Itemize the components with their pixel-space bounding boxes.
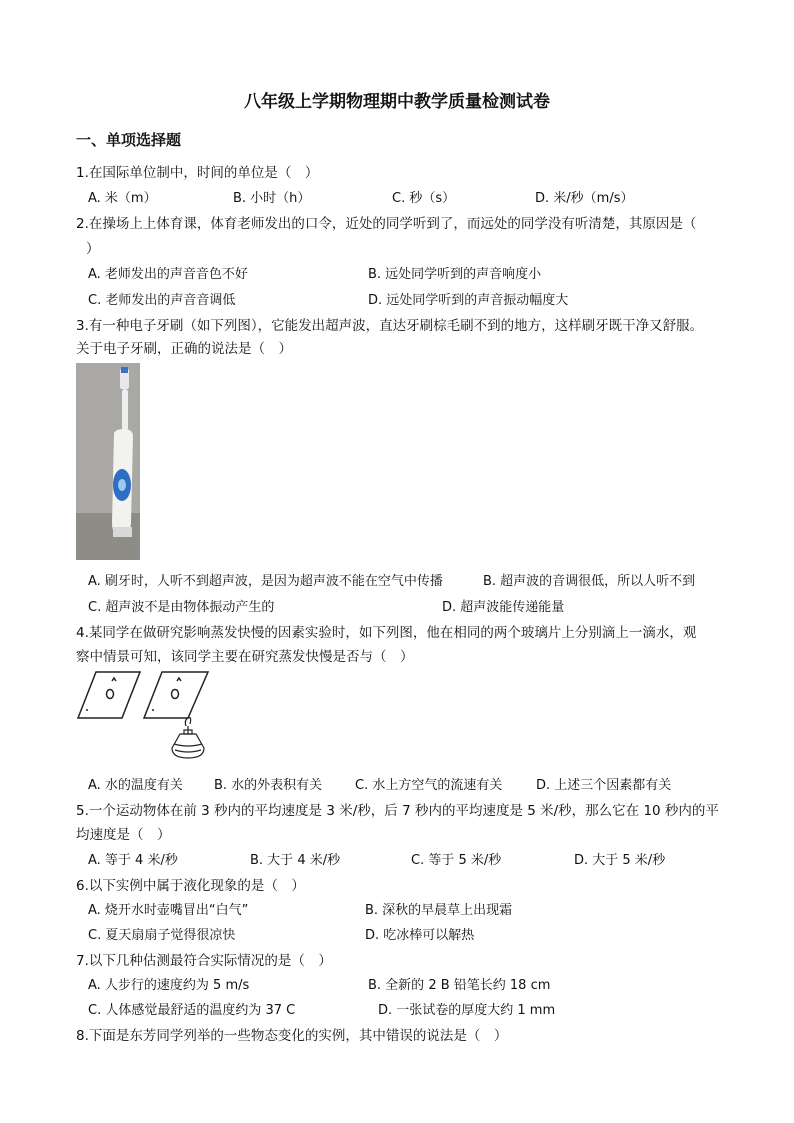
q5-option-c: C. 等于 5 米/秒: [411, 853, 502, 868]
q2-option-d: D. 远处同学听到的声音振动幅度大: [368, 293, 569, 308]
q4-option-b: B. 水的外表积有关: [214, 778, 323, 793]
q6-option-b: B. 深秋的早晨草上出现霜: [365, 903, 513, 918]
q7-option-d: D. 一张试卷的厚度大约 1 mm: [378, 1003, 556, 1018]
q3-option-b: B. 超声波的音调很低，所以人听不到: [483, 574, 696, 589]
alcohol-lamp-icon: [172, 718, 204, 758]
q5-option-b: B. 大于 4 米/秒: [250, 853, 341, 868]
q4-option-d: D. 上述三个因素都有关: [536, 778, 672, 793]
electric-toothbrush-image: [76, 363, 140, 560]
question-4-stem-line1: 4.某同学在做研究影响蒸发快慢的因素实验时，如下列图，他在相同的两个玻璃片上分别滴上一滴水，观: [76, 625, 697, 641]
water-drop-left: [107, 690, 114, 699]
q6-option-c: C. 夏天扇扇子觉得很凉快: [88, 928, 236, 943]
q3-option-a: A. 刷牙时，人听不到超声波，是因为超声波不能在空气中传播: [88, 574, 443, 589]
q7-option-a: A. 人步行的速度约为 5 m/s: [88, 978, 250, 993]
q2-option-b: B. 远处同学听到的声音响度小: [368, 267, 542, 282]
question-8-stem: 8.下面是东芳同学列举的一些物态变化的实例，其中错误的说法是（ ）: [76, 1028, 508, 1044]
q1-option-b: B. 小时（h）: [233, 191, 311, 206]
toothbrush-drawing: [76, 363, 140, 560]
water-drop-right: [172, 690, 179, 699]
question-5-stem-line2: 均速度是（ ）: [76, 827, 171, 843]
question-3-stem-line2: 关于电子牙刷，正确的说法是（ ）: [76, 341, 292, 357]
q4-option-a: A. 水的温度有关: [88, 778, 183, 793]
q5-option-a: A. 等于 4 米/秒: [88, 853, 178, 868]
q1-option-c: C. 秒（s）: [392, 191, 456, 206]
glass-slide-left: [78, 672, 140, 718]
q2-option-a: A. 老师发出的声音音色不好: [88, 267, 248, 282]
q6-option-d: D. 吃冰棒可以解热: [365, 928, 475, 943]
q3-option-c: C. 超声波不是由物体振动产生的: [88, 600, 275, 615]
q7-option-b: B. 全新的 2 B 铅笔长约 18 cm: [368, 978, 551, 993]
q5-option-d: D. 大于 5 米/秒: [574, 853, 666, 868]
section-heading: 一、单项选择题: [76, 131, 182, 149]
q6-option-a: A. 烧开水时壶嘴冒出“白气”: [88, 903, 249, 918]
q2-option-c: C. 老师发出的声音音调低: [88, 293, 236, 308]
q7-option-c: C. 人体感觉最舒适的温度约为 37 C: [88, 1003, 296, 1018]
q1-option-a: A. 米（m）: [88, 191, 157, 206]
glass-slide-right: [144, 672, 208, 718]
question-5-stem-line1: 5.一个运动物体在前 3 秒内的平均速度是 3 米/秒，后 7 秒内的平均速度是 5 米/秒，那么它在 10 秒内的平: [76, 803, 719, 819]
question-2-stem-line1: 2.在操场上上体育课，体育老师发出的口令，近处的同学听到了，而远处的同学没有听清楚，其原因是（: [76, 216, 697, 232]
q4-option-c: C. 水上方空气的流速有关: [355, 778, 503, 793]
paper-title: 八年级上学期物理期中教学质量检测试卷: [244, 92, 550, 112]
question-6-stem: 6.以下实例中属于液化现象的是（ ）: [76, 878, 305, 894]
question-3-stem-line1: 3.有一种电子牙刷（如下列图），它能发出超声波，直达牙刷棕毛刷不到的地方，这样刷牙既干净又舒服。: [76, 318, 704, 334]
question-2-stem-line2: ）: [86, 241, 100, 257]
question-1-stem: 1.在国际单位制中，时间的单位是（ ）: [76, 165, 319, 181]
q3-option-d: D. 超声波能传递能量: [442, 600, 565, 615]
glass-slides-drawing: [76, 668, 212, 766]
q1-option-d: D. 米/秒（m/s）: [535, 191, 634, 206]
question-4-stem-line2: 察中情景可知，该同学主要在研究蒸发快慢是否与（ ）: [76, 649, 414, 665]
question-7-stem: 7.以下几种估测最符合实际情况的是（ ）: [76, 953, 332, 969]
evaporation-experiment-diagram: [76, 668, 212, 766]
